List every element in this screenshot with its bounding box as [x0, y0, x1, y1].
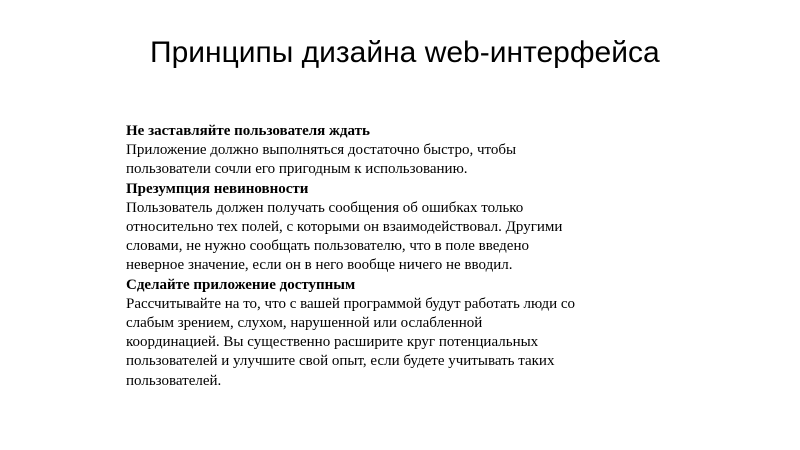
text-line: слабым зрением, слухом, нарушенной или ослабленной	[126, 315, 483, 332]
text-line: Приложение должно выполняться достаточно быстро, чтобы	[126, 142, 517, 159]
text-line: словами, не нужно сообщать пользователю, что в поле введено	[126, 238, 529, 255]
principle-heading: Сделайте приложение доступным	[126, 276, 356, 293]
principle-no-waiting	[126, 122, 686, 180]
principle-text	[126, 199, 686, 276]
text-line: относительно тех полей, с которыми он взаимодействовал. Другими	[126, 219, 563, 236]
text-line: неверное значение, если он в него вообще ничего не вводил.	[126, 257, 513, 274]
principle-heading: Не заставляйте пользователя ждать	[126, 123, 370, 139]
principle-presumption-of-innocence	[126, 180, 686, 276]
principle-text	[126, 141, 686, 179]
principle-heading: Презумпция невиновности	[126, 180, 309, 197]
principle-text	[126, 295, 686, 391]
slide-title: Принципы дизайна web-интерфейса	[150, 36, 660, 69]
text-line: Пользователь должен получать сообщения об ошибках только	[126, 199, 524, 216]
slide-body	[126, 122, 686, 391]
principle-accessibility	[126, 276, 686, 391]
text-line: пользователей.	[126, 372, 222, 389]
text-line: пользователи сочли его пригодным к использованию.	[126, 161, 468, 178]
text-line: пользователей и улучшите свой опыт, если будете учитывать таких	[126, 353, 555, 370]
text-line: координацией. Вы существенно расширите круг потенциальных	[126, 334, 539, 351]
text-line: Рассчитывайте на то, что с вашей программой будут работать люди со	[126, 295, 576, 312]
